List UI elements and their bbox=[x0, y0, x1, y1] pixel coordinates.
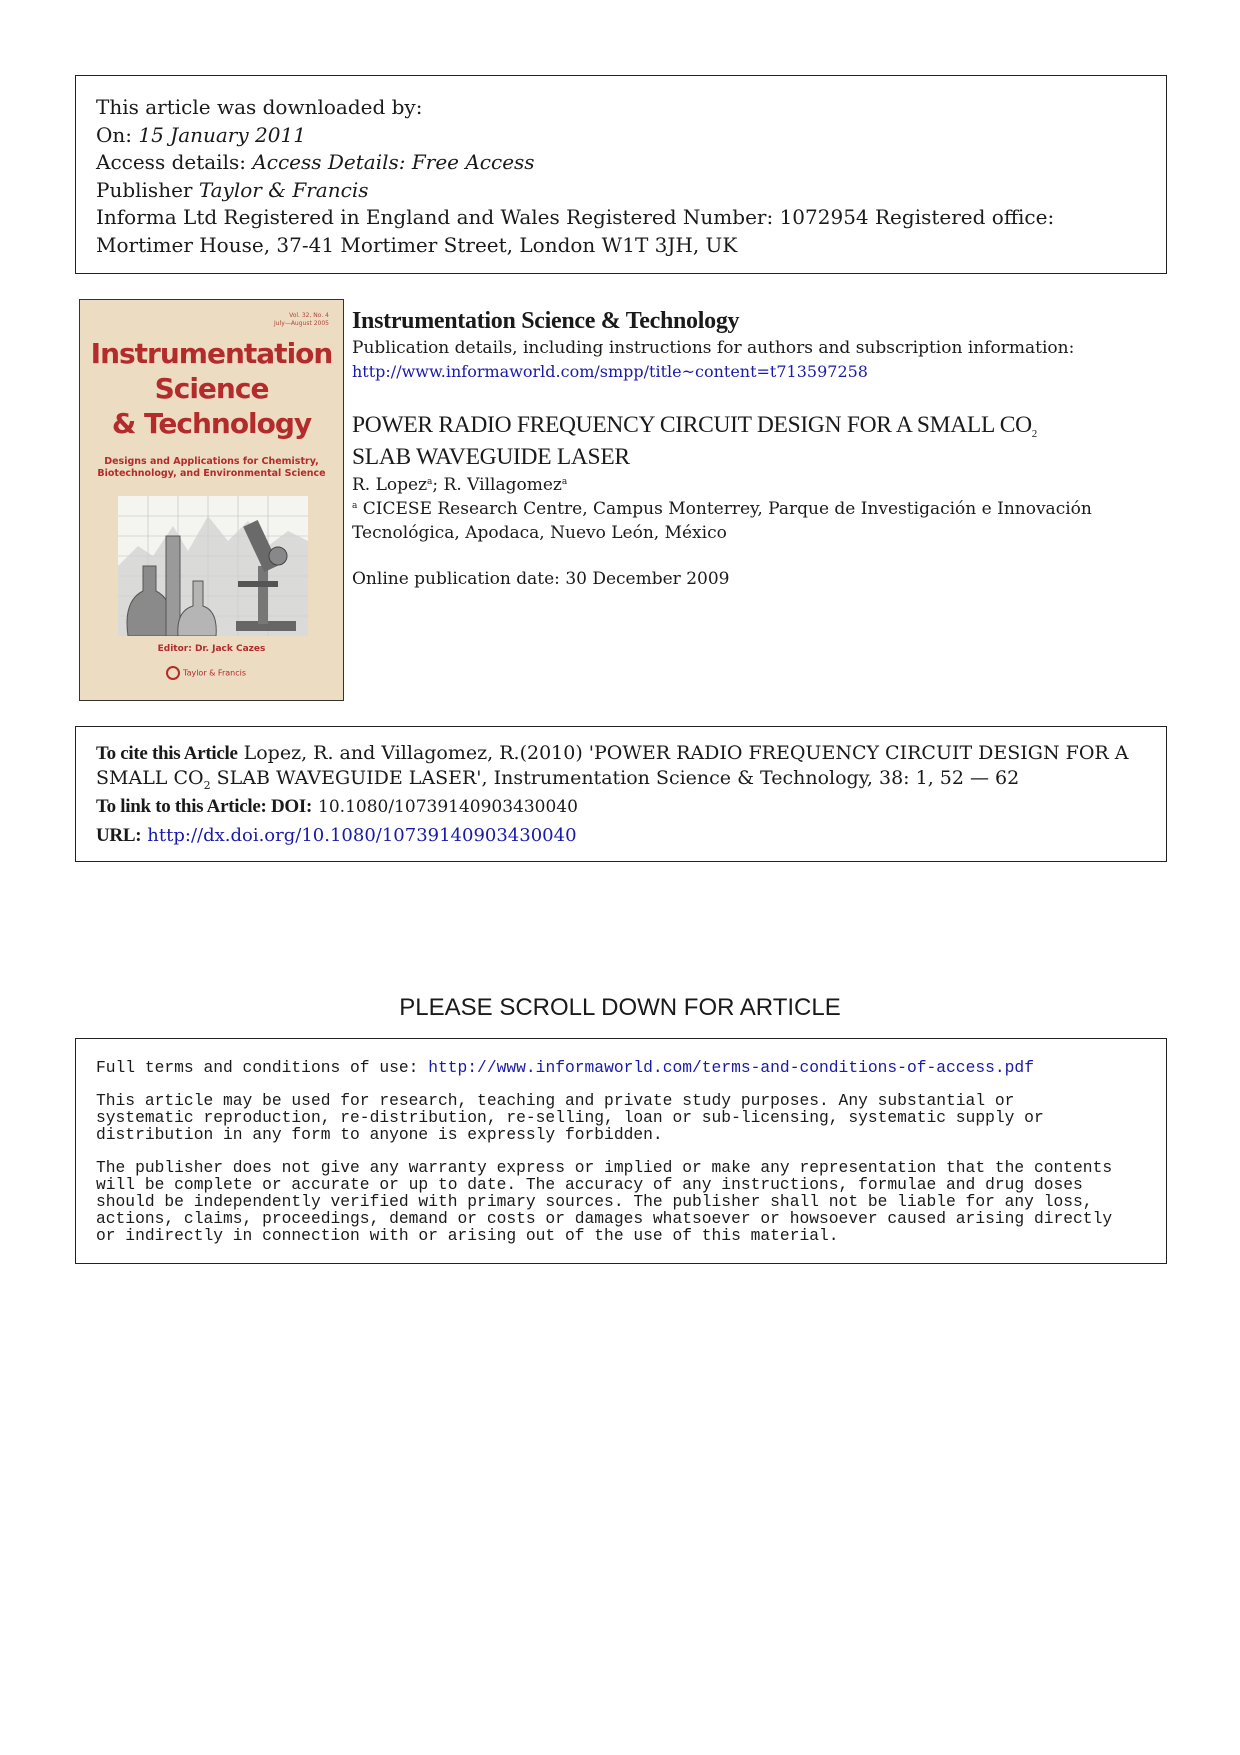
doi-label: To link to this Article: DOI: bbox=[96, 796, 312, 817]
download-info-box bbox=[75, 75, 1167, 274]
cover-issue-date: July—August 2005 bbox=[274, 320, 329, 327]
cover-volume bbox=[274, 312, 329, 328]
author-name: R. Lopez bbox=[352, 475, 428, 495]
citation-box bbox=[75, 726, 1167, 862]
publisher-value: Taylor & Francis bbox=[198, 177, 369, 202]
publication-details: Publication details, including instructions for authors and subscription information: bbox=[352, 338, 1075, 358]
author-separator: ; bbox=[432, 475, 444, 495]
citation bbox=[96, 741, 1146, 790]
doi-line bbox=[96, 794, 1146, 819]
usage-terms: This article may be used for research, teaching and private study purposes. Any substantial or systematic reproduction, re-distribution, re-selling, loan or sub-licensing, systematic supply or distribution in any form to anyone is expressly forbidden. bbox=[96, 1091, 1044, 1144]
author-affiliation bbox=[352, 497, 1152, 545]
journal-url-link[interactable]: http://www.informaworld.com/smpp/title~content=t713597258 bbox=[352, 362, 868, 381]
terms-url-link[interactable]: http://www.informaworld.com/terms-and-conditions-of-access.pdf bbox=[428, 1058, 1034, 1077]
terms-label: Full terms and conditions of use: bbox=[96, 1058, 429, 1077]
access-value: Access Details: Free Access bbox=[252, 150, 535, 174]
scroll-down-notice: PLEASE SCROLL DOWN FOR ARTICLE bbox=[399, 994, 841, 1021]
affiliation-marker: a bbox=[352, 501, 358, 511]
disclaimer: The publisher does not give any warranty express or implied or make any representation that the contents will be complete or accurate or up to date. The accuracy of any instructions, formulae and drug doses should be independently verified with primary sources. The publisher shall not be liable for any loss, actions, claims, proceedings, demand or costs or damages whatsoever or howsoever caused arising directly or indirectly in connection with or arising out of the use of this material. bbox=[96, 1158, 1113, 1245]
cover-editor: Editor: Dr. Jack Cazes bbox=[157, 644, 266, 654]
lab-equipment-illustration bbox=[118, 496, 308, 636]
on-label: On: bbox=[96, 122, 133, 147]
journal-cover-image bbox=[79, 299, 344, 701]
publisher-label: Publisher bbox=[96, 177, 193, 202]
download-date: 15 January 2011 bbox=[138, 122, 306, 147]
download-date-line bbox=[96, 122, 1146, 150]
cover-publisher-logo bbox=[166, 666, 246, 680]
cover-title bbox=[80, 336, 343, 441]
affiliation-marker: a bbox=[561, 477, 568, 487]
terms-box bbox=[75, 1038, 1167, 1264]
journal-info bbox=[352, 306, 1172, 591]
cover-publisher-name: Taylor & Francis bbox=[183, 668, 246, 678]
article-title bbox=[352, 409, 1132, 473]
doi-url-link[interactable]: http://dx.doi.org/10.1080/10739140903430040 bbox=[147, 825, 577, 846]
cover-subtitle-line: Biotechnology, and Environmental Science bbox=[97, 468, 326, 479]
citation-text: SLAB WAVEGUIDE LASER', Instrumentation Science & Technology, 38: 1, 52 — 62 bbox=[210, 767, 1020, 789]
citation-text: Lopez, R. and Villagomez, R.(2010) 'POWER RADIO FREQUENCY CIRCUIT DESIGN FOR A SMALL CO bbox=[96, 742, 1129, 789]
url-label: URL: bbox=[96, 825, 142, 846]
cover-subtitle-line: Designs and Applications for Chemistry, bbox=[104, 456, 319, 467]
article-authors bbox=[352, 473, 1172, 497]
article-title-text: SLAB WAVEGUIDE LASER bbox=[352, 444, 630, 470]
article-title-text: POWER RADIO FREQUENCY CIRCUIT DESIGN FOR A SMALL CO bbox=[352, 412, 1032, 438]
publisher-line bbox=[96, 177, 1146, 205]
article-title-subscript: 2 bbox=[1031, 428, 1037, 440]
affiliation-text: CICESE Research Centre, Campus Monterrey, Parque de Investigación e Innovación Tecnológica, Apodaca, Nuevo León, México bbox=[352, 499, 1092, 543]
cover-title-line: Science bbox=[154, 372, 269, 405]
cover-title-line: & Technology bbox=[111, 407, 312, 440]
affiliation-marker: a bbox=[427, 477, 433, 487]
cite-label: To cite this Article bbox=[96, 743, 238, 764]
cover-title-line: Instrumentation bbox=[90, 337, 333, 370]
author-name: R. Villagomez bbox=[443, 475, 562, 495]
cover-subtitle bbox=[80, 456, 343, 480]
terms-line bbox=[96, 1059, 1146, 1076]
citation-subscript: 2 bbox=[203, 779, 211, 792]
cover-volume-number: Vol. 32, No. 4 bbox=[289, 312, 329, 319]
registered-office: Informa Ltd Registered in England and Wales Registered Number: 1072954 Registered office: Mortimer House, 37-41 Mortimer Street, London W1T 3JH, UK bbox=[96, 205, 1055, 257]
journal-title: Instrumentation Science & Technology bbox=[352, 308, 740, 334]
url-line bbox=[96, 823, 1146, 848]
access-label: Access details: bbox=[96, 150, 246, 174]
downloaded-by-line: This article was downloaded by: bbox=[96, 95, 423, 119]
access-details-line bbox=[96, 149, 1146, 177]
publisher-logo-icon bbox=[166, 666, 180, 680]
online-publication-date: Online publication date: 30 December 2009 bbox=[352, 569, 730, 589]
doi-value: 10.1080/10739140903430040 bbox=[318, 797, 578, 817]
